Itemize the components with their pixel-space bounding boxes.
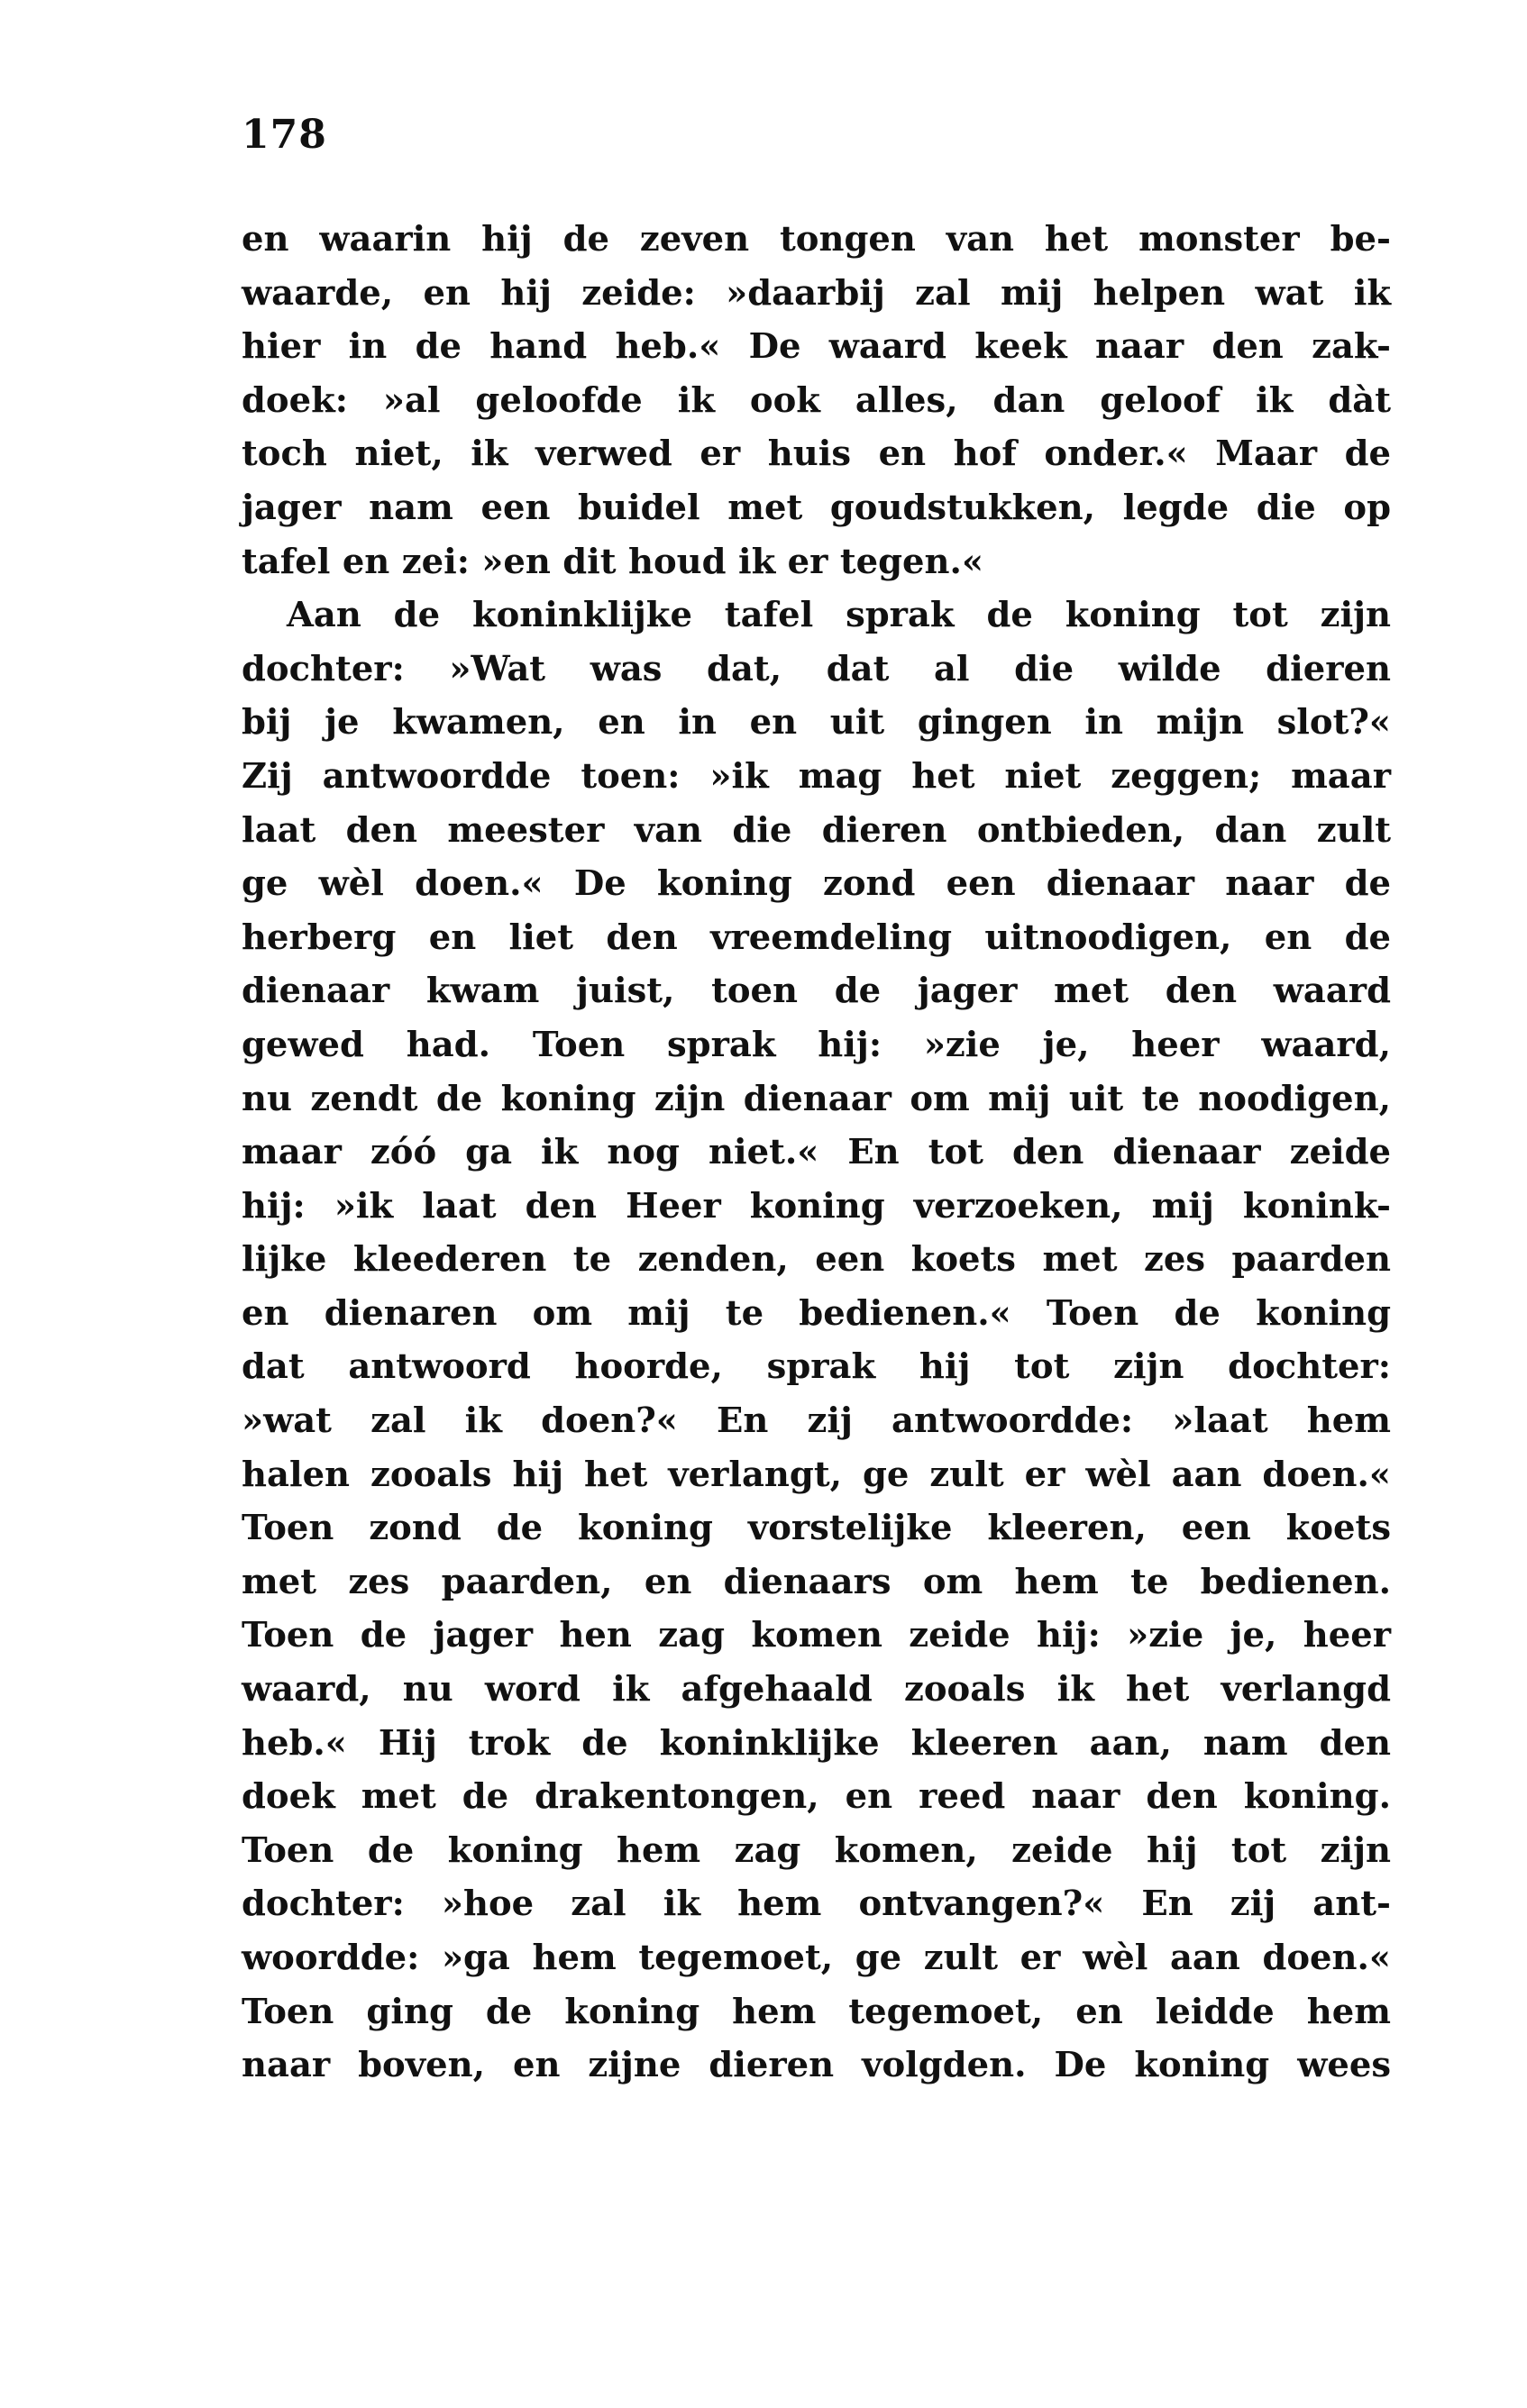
text-line: Toen zond de koning vorstelijke kleeren, een koets <box>242 1508 1391 1549</box>
body-text <box>242 213 1391 2093</box>
text-line: waarde, en hij zeide: »daarbij zal mij helpen wat ik <box>242 272 1391 314</box>
text-line: waard, nu word ik afgehaald zooals ik het verlangd <box>242 1669 1391 1710</box>
text-line: Toen de jager hen zag komen zeide hij: »zie je, heer <box>242 1615 1391 1656</box>
text-line: halen zooals hij het verlangt, ge zult er wèl aan doen.« <box>242 1454 1391 1495</box>
text-line: dienaar kwam juist, toen de jager met den waard <box>242 971 1391 1012</box>
text-line: »wat zal ik doen?« En zij antwoordde: »laat hem <box>242 1400 1391 1442</box>
text-line: Toen de koning hem zag komen, zeide hij tot zijn <box>242 1829 1391 1871</box>
text-line: lijke kleederen te zenden, een koets met zes paarden <box>242 1239 1391 1281</box>
text-line: doek: »al geloofde ik ook alles, dan geloof ik dàt <box>242 379 1391 421</box>
text-line: herberg en liet den vreemdeling uitnoodigen, en de <box>242 917 1391 958</box>
text-line: tafel en zei: »en dit houd ik er tegen.« <box>242 541 984 582</box>
text-line: hier in de hand heb.« De waard keek naar den zak- <box>242 326 1391 368</box>
text-line: met zes paarden, en dienaars om hem te bedienen. <box>242 1561 1391 1602</box>
text-line: hij: »ik laat den Heer koning verzoeken, mij konink- <box>242 1185 1391 1227</box>
text-line: laat den meester van die dieren ontbieden, dan zult <box>242 809 1391 851</box>
text-line: dat antwoord hoorde, sprak hij tot zijn dochter: <box>242 1346 1391 1388</box>
text-line: toch niet, ik verwed er huis en hof onder.« Maar de <box>242 433 1391 475</box>
text-line: ge wèl doen.« De koning zond een dienaar naar de <box>242 863 1391 905</box>
text-line: dochter: »hoe zal ik hem ontvangen?« En zij ant- <box>242 1884 1391 1925</box>
text-line: Aan de koninklijke tafel sprak de koning tot zijn <box>287 595 1391 636</box>
text-line: gewed had. Toen sprak hij: »zie je, heer waard, <box>242 1024 1391 1065</box>
text-line: en dienaren om mij te bedienen.« Toen de koning <box>242 1292 1391 1334</box>
text-line: maar zóó ga ik nog niet.« En tot den dienaar zeide <box>242 1132 1391 1173</box>
text-line: doek met de drakentongen, en reed naar den koning. <box>242 1776 1391 1818</box>
text-line: jager nam een buidel met goudstukken, legde die op <box>242 487 1391 528</box>
text-line: heb.« Hij trok de koninklijke kleeren aan, nam den <box>242 1722 1391 1764</box>
page-number: 178 <box>242 112 327 158</box>
text-line: dochter: »Wat was dat, dat al die wilde dieren <box>242 648 1391 689</box>
text-line: bij je kwamen, en in en uit gingen in mijn slot?« <box>242 702 1391 743</box>
text-line: nu zendt de koning zijn dienaar om mij uit te noodigen, <box>242 1078 1391 1119</box>
text-line: en waarin hij de zeven tongen van het monster be- <box>242 219 1391 260</box>
text-line: naar boven, en zijne dieren volgden. De koning wees <box>242 2045 1391 2086</box>
text-line: Toen ging de koning hem tegemoet, en leidde hem <box>242 1991 1391 2032</box>
text-line: Zij antwoordde toen: »ik mag het niet zeggen; maar <box>242 755 1391 797</box>
text-line: woordde: »ga hem tegemoet, ge zult er wèl aan doen.« <box>242 1938 1391 1978</box>
